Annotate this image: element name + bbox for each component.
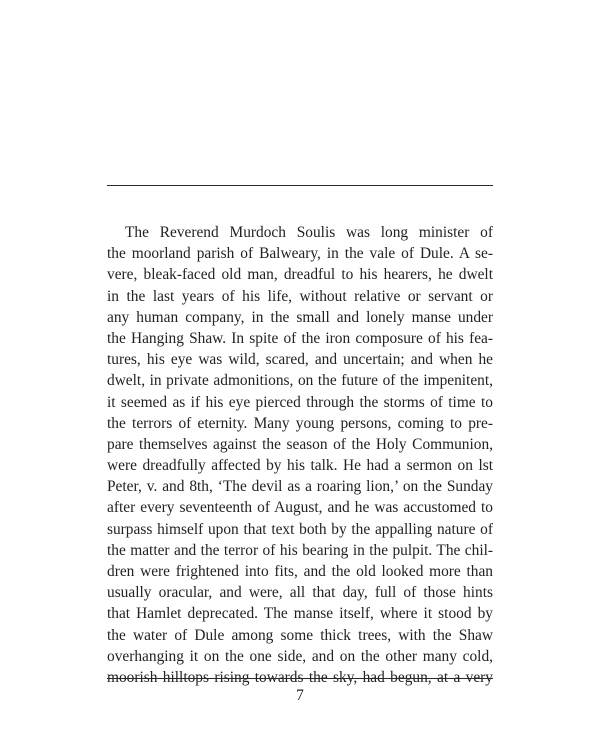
text-line: moorish hilltops rising towards the sky, had begun, at a very [107,668,493,686]
text-line: the Hanging Shaw. In spite of the iron composure of his fea- [107,329,493,347]
text-line: the matter and the terror of his bearing in the pulpit. The chil- [107,541,493,559]
text-line: dren were frightened into fits, and the old looked more than [107,563,493,580]
text-line: surpass himself upon that text both by the appalling nature of [107,520,493,538]
text-line: tures, his eye was wild, scared, and uncertain; and when he [107,351,493,369]
page-number: 7 [296,687,304,704]
text-line: the terrors of eternity. Many young persons, coming to pre- [107,414,493,432]
text-line: dwelt, in private admonitions, on the future of the impenitent, [107,372,493,390]
text-line: in the last years of his life, without relative or servant or [107,287,493,305]
text-line: were dreadfully affected by his talk. He had a sermon on lst [107,457,493,475]
text-line: usually oracular, and were, all that day, full of those hints [107,584,493,602]
body-paragraph [107,222,493,688]
text-line: that Hamlet deprecated. The manse itself, where it stood by [107,605,493,623]
text-line: after every seventeenth of August, and he was accustomed to [107,499,493,517]
text-line: pare themselves against the season of the Holy Communion, [107,435,493,453]
top-rule [107,185,493,186]
bottom-rule [107,678,493,679]
text-line: overhanging it on the one side, and on the other many cold, [107,647,493,665]
text-line: vere, bleak-faced old man, dreadful to his hearers, he dwelt [107,266,493,284]
text-line: any human company, in the small and lonely manse under [107,308,493,326]
text-line: Peter, v. and 8th, ‘The devil as a roaring lion,’ on the Sunday [107,478,493,496]
text-line: the water of Dule among some thick trees, with the Shaw [107,626,493,644]
text-line: The Reverend Murdoch Soulis was long minister of [125,224,493,241]
text-line: the moorland parish of Balweary, in the vale of Dule. A se- [107,245,493,263]
text-line: it seemed as if his eye pierced through the storms of time to [107,393,493,411]
